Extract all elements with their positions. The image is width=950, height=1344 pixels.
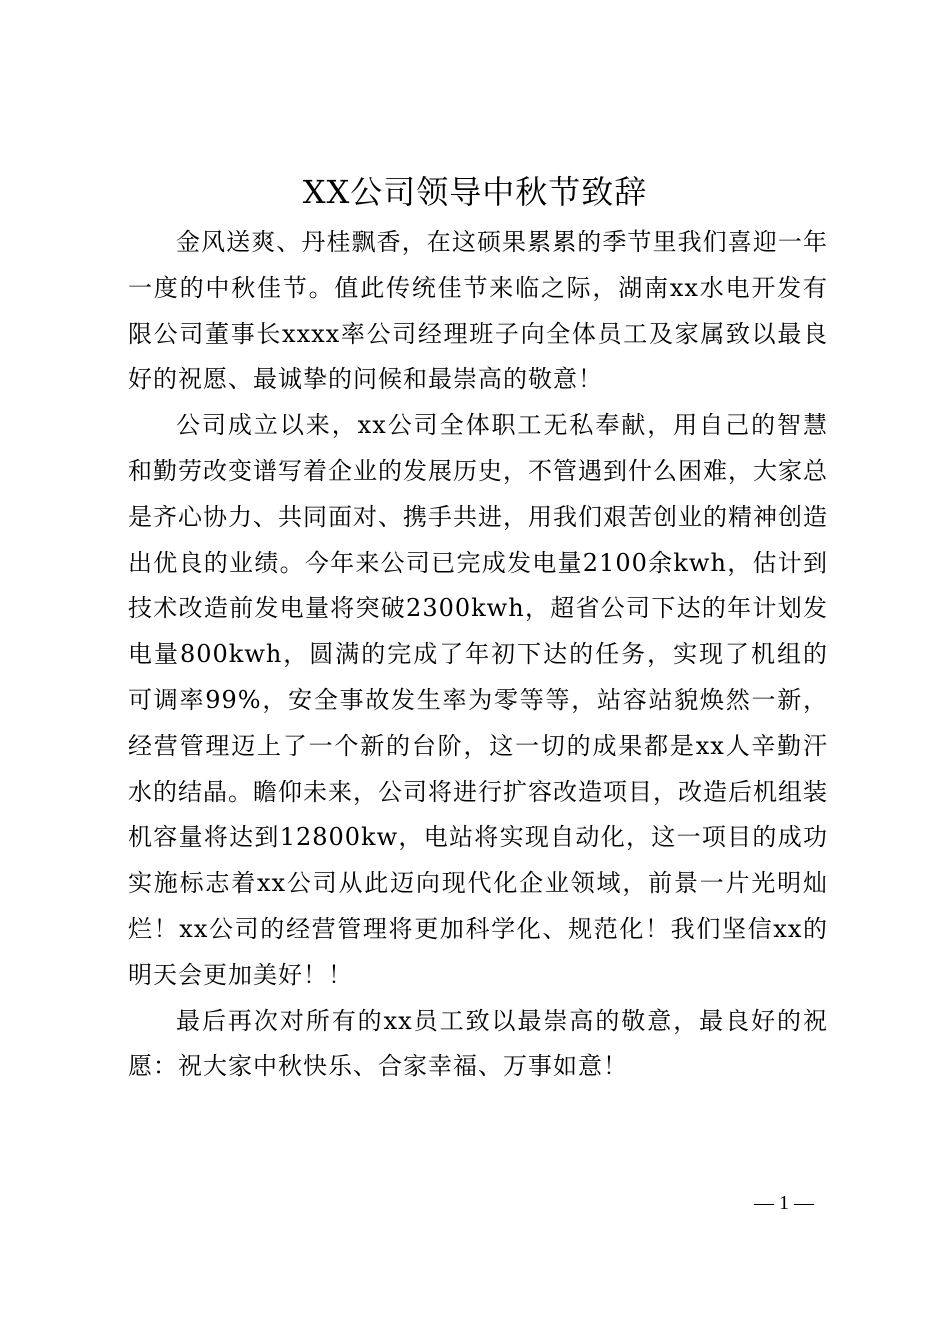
document-body: [128, 220, 828, 1090]
paragraph-achievements: 公司成立以来，xx公司全体职工无私奉献，用自己的智慧和勤劳改变谱写着企业的发展历史，不管遇到什么困难，大家总是齐心协力、共同面对、携手共进，用我们艰苦创业的精神创造出优良的业绩。今年来公司已完成发电量2100余kwh，估计到技术改造前发电量将突破2300kwh，超省公司下达的年计划发电量800kwh，圆满的完成了年初下达的任务，实现了机组的可调率99%，安全事故发生率为零等等，站容站貌焕然一新，经营管理迈上了一个新的台阶，这一切的成果都是xx人辛勤汗水的结晶。瞻仰未来，公司将进行扩容改造项目，改造后机组装机容量将达到12800kw，电站将实现自动化，这一项目的成功实施标志着xx公司从此迈向现代化企业领域，前景一片光明灿烂！xx公司的经营管理将更加科学化、规范化！我们坚信xx的明天会更加美好！！: [128, 411, 828, 989]
document-title: XX公司领导中秋节致辞: [302, 173, 648, 211]
paragraph-greeting: 金风送爽、丹桂飘香，在这硕果累累的季节里我们喜迎一年一度的中秋佳节。值此传统佳节来临之际，湖南xx水电开发有限公司董事长xxxx率公司经理班子向全体员工及家属致以最良好的祝愿、最诚挚的问候和最崇高的敬意！: [128, 228, 828, 394]
page-number: — 1 —: [754, 1192, 814, 1214]
paragraph-closing: 最后再次对所有的xx员工致以最崇高的敬意，最良好的祝愿：祝大家中秋快乐、合家幸福、万事如意！: [128, 1006, 828, 1081]
